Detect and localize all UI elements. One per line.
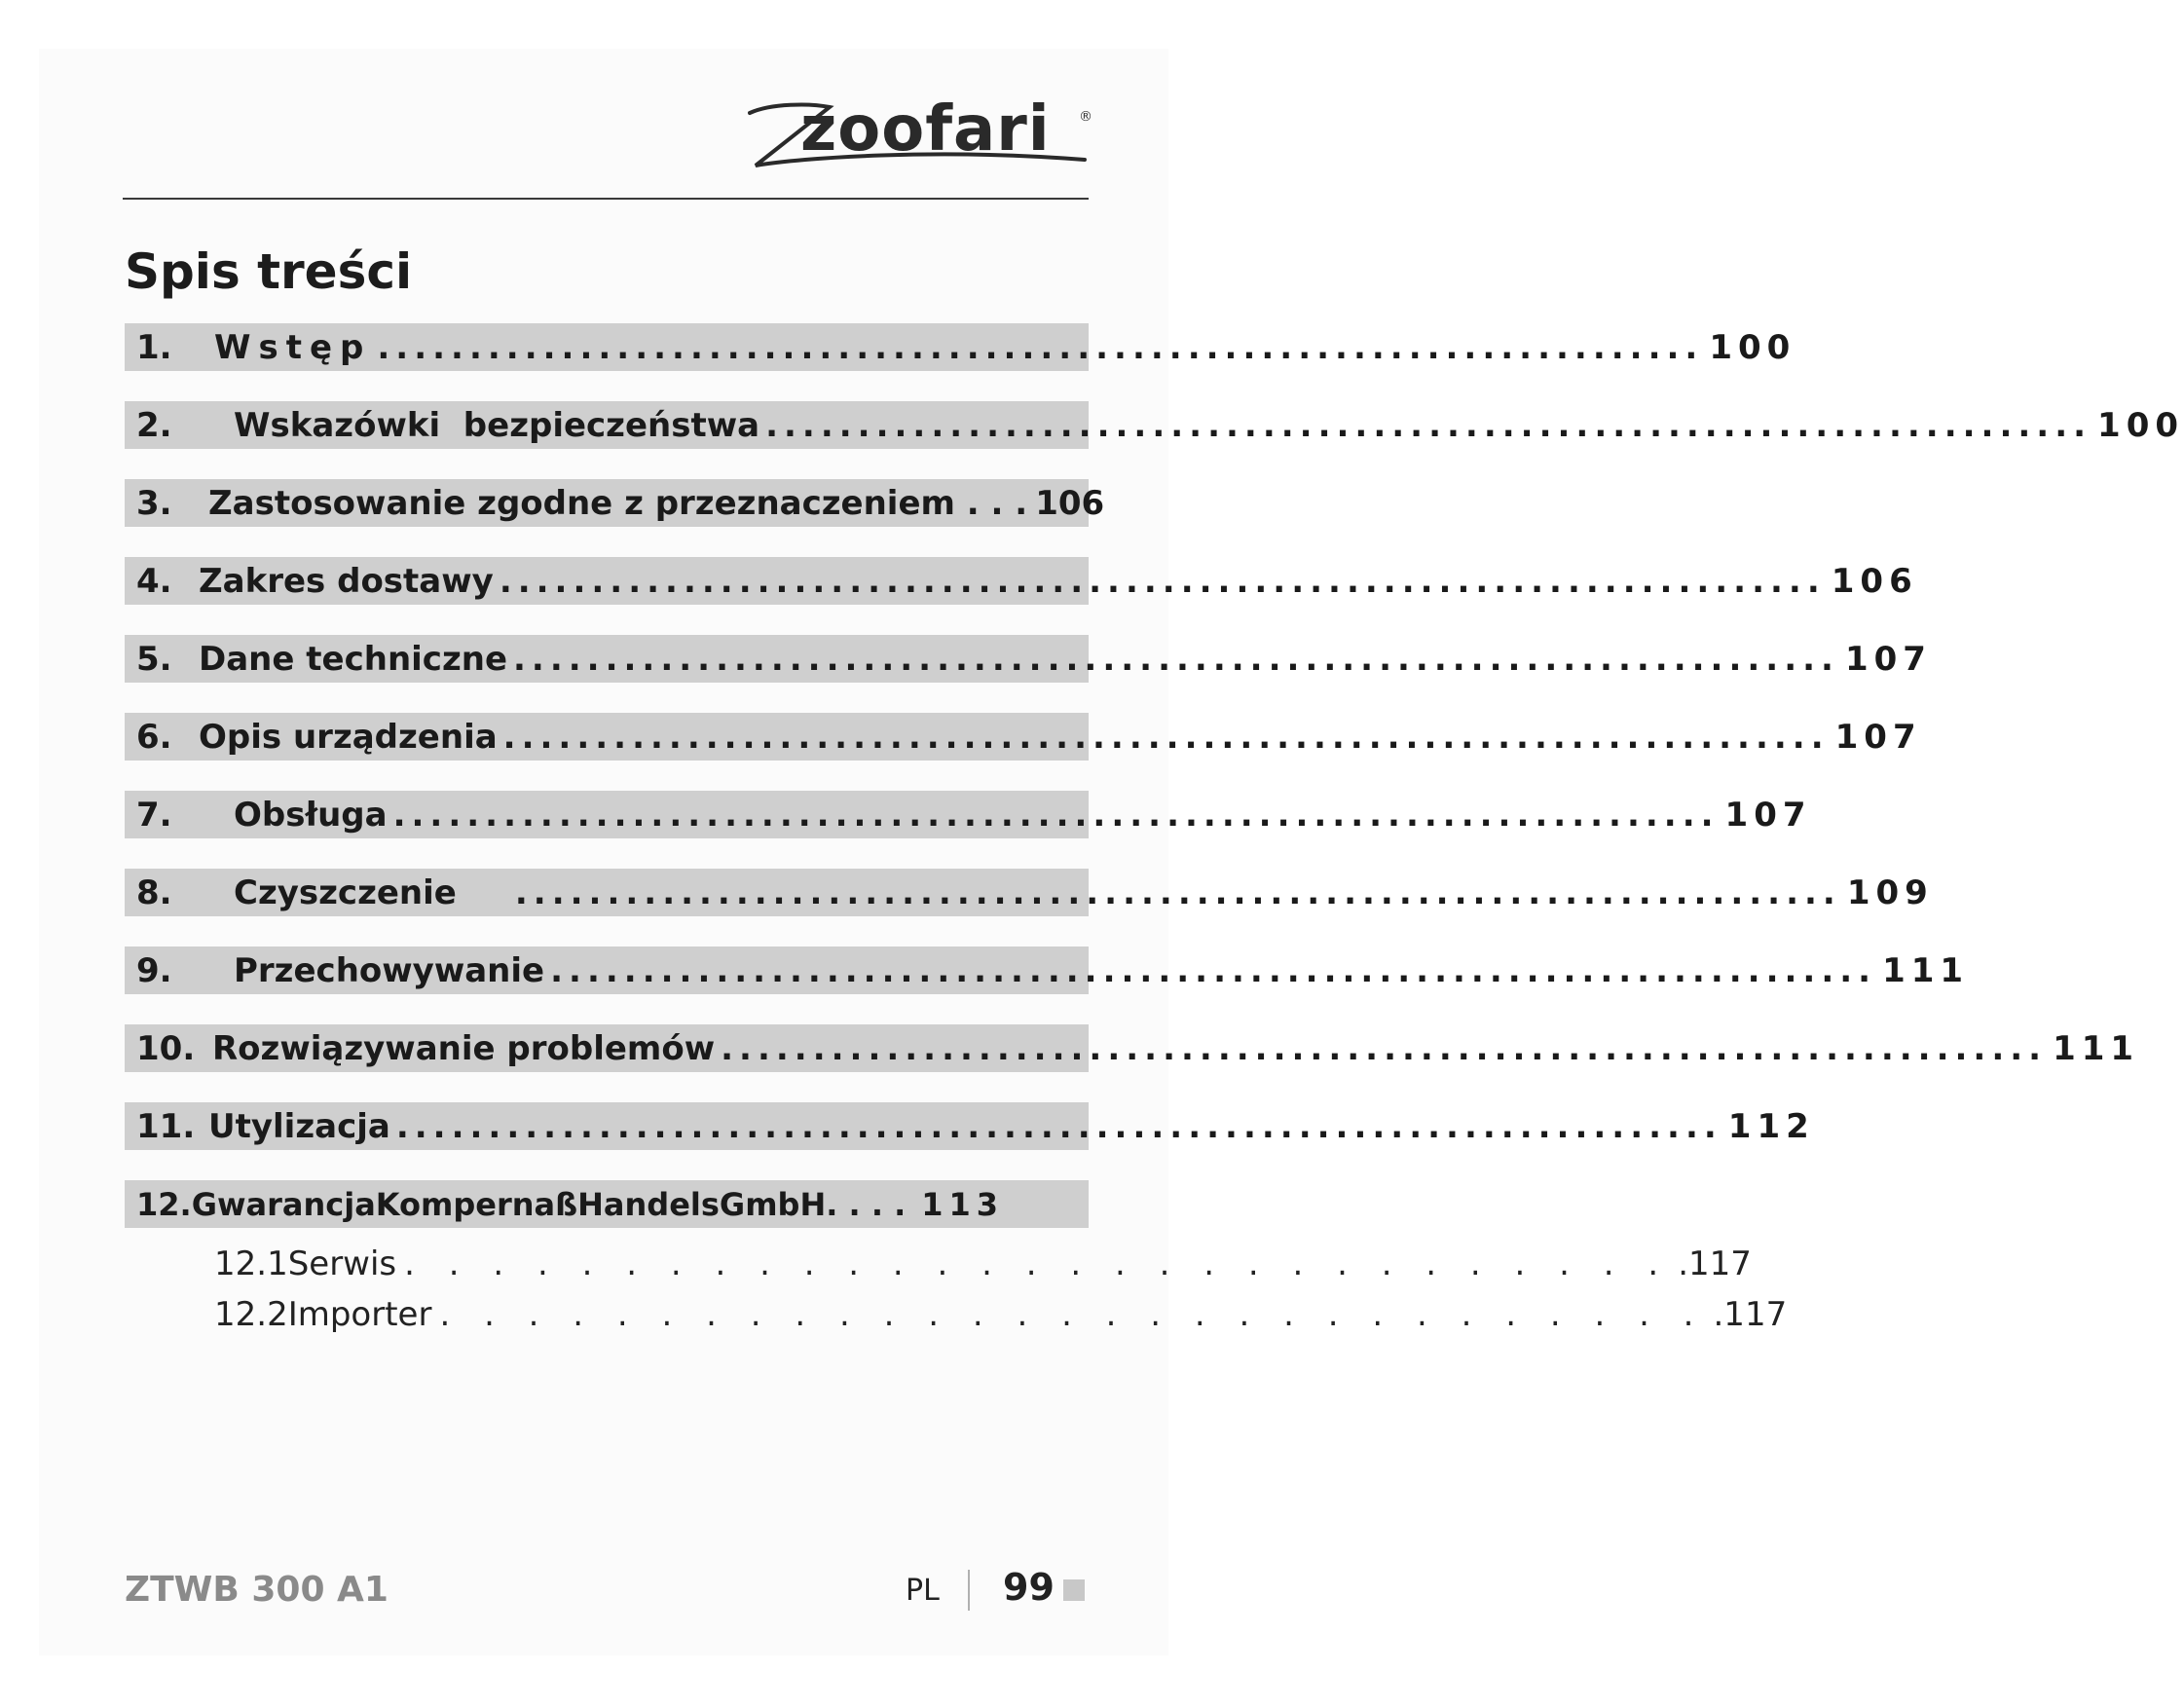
- toc-label: Zastosowanie zgodne z przeznaczeniem . . .: [208, 483, 1028, 523]
- toc-page: 107: [1724, 795, 1812, 835]
- toc-page: 111: [2053, 1028, 2140, 1068]
- toc-label: Wskazówki bezpieczeństwa: [234, 405, 760, 445]
- toc-entry-8[interactable]: [125, 869, 1934, 916]
- toc-number: 6.: [136, 717, 172, 757]
- toc-leader-dots: ........................................................................: [395, 1106, 1722, 1146]
- registered-mark: ®: [1079, 109, 1092, 125]
- footer-square-icon: [1063, 1579, 1085, 1601]
- sub-toc-leader-dots: . . . . . . . . . . . . . . . . . . . . . . . . . . . . .: [404, 1244, 1671, 1283]
- toc-entry-10[interactable]: [125, 1024, 2140, 1072]
- toc-page: 106: [1831, 561, 1918, 601]
- sub-toc-label: Importer: [287, 1295, 432, 1334]
- sub-toc-leader-dots: . . . . . . . . . . . . . . . . . . . . . . . . . . . . .: [439, 1295, 1706, 1334]
- toc-leader-dots: ........................................................................: [721, 1028, 2048, 1068]
- toc-number: 4.: [136, 561, 172, 601]
- toc-entry-2[interactable]: [125, 401, 2184, 449]
- table-of-contents: [125, 323, 2184, 1228]
- toc-page: 100: [2097, 405, 2184, 445]
- toc-number: 7.: [136, 795, 172, 835]
- toc-number: 3.: [136, 483, 172, 523]
- toc-leader-dots: ........................................................................: [392, 795, 1720, 835]
- toc-leader-dots: ........................................................................: [502, 717, 1830, 757]
- footer-page-number: 99: [1003, 1566, 1055, 1609]
- toc-page: 107: [1844, 639, 1932, 679]
- toc-page: 106: [1035, 483, 1105, 523]
- toc-leader-dots: ........................................................................: [499, 561, 1826, 601]
- toc-page: 113: [921, 1185, 1005, 1223]
- footer-model: ZTWB 300 A1: [125, 1570, 389, 1610]
- toc-label: Obsługa: [234, 795, 388, 835]
- sub-toc-number: 12.1: [214, 1244, 288, 1283]
- toc-label: Przechowywanie: [234, 950, 545, 990]
- sub-toc-label: Serwis: [287, 1244, 397, 1283]
- toc-entry-4[interactable]: [125, 557, 1918, 605]
- toc-entry-9[interactable]: [125, 947, 1970, 994]
- toc-leader-dots: ........................................................................: [513, 639, 1839, 679]
- toc-entry-5[interactable]: [125, 635, 1932, 683]
- toc-label: Dane techniczne: [199, 639, 508, 679]
- sub-toc-page: .117: [1713, 1295, 1788, 1334]
- toc-label: GwarancjaKompernaßHandelsGmbH. . . .: [191, 1185, 907, 1223]
- toc-label: Wstęp: [214, 327, 372, 367]
- toc-leader-dots: ........................................................................: [377, 327, 1704, 367]
- logo-text: zoofari: [800, 93, 1051, 166]
- page-title: Spis treści: [125, 243, 413, 300]
- toc-page: 109: [1846, 873, 1934, 912]
- toc-entry-3[interactable]: [125, 479, 1105, 527]
- toc-page: 107: [1834, 717, 1922, 757]
- toc-entry-6[interactable]: [125, 713, 1922, 761]
- footer-divider: [968, 1570, 970, 1611]
- toc-number: 11.: [136, 1106, 196, 1146]
- toc-label: Czyszczenie: [234, 873, 457, 912]
- toc-label: Rozwiązywanie problemów: [212, 1028, 716, 1068]
- toc-number: 2.: [136, 405, 172, 445]
- header-divider: [123, 198, 1089, 200]
- toc-label: Opis urządzenia: [199, 717, 498, 757]
- sub-toc-entry-12-1[interactable]: [214, 1244, 1752, 1295]
- toc-page: 112: [1727, 1106, 1815, 1146]
- toc-number: 9.: [136, 950, 172, 990]
- toc-leader-dots: ........................................................................: [550, 950, 1877, 990]
- toc-page: 100: [1709, 327, 1796, 367]
- toc-number: 12.: [136, 1185, 192, 1223]
- sub-table-of-contents: [214, 1244, 1788, 1346]
- toc-entry-12[interactable]: [125, 1180, 1089, 1228]
- toc-number: 1.: [136, 327, 172, 367]
- toc-page: 111: [1882, 950, 1970, 990]
- toc-label: Utylizacja: [208, 1106, 390, 1146]
- toc-entry-7[interactable]: [125, 791, 1812, 838]
- toc-entry-11[interactable]: [125, 1102, 1815, 1150]
- toc-leader-dots: ........................................................................: [765, 405, 2092, 445]
- zoofari-logo: [742, 90, 1094, 177]
- sub-toc-number: 12.2: [214, 1295, 288, 1334]
- toc-number: 10.: [136, 1028, 196, 1068]
- toc-number: 8.: [136, 873, 172, 912]
- toc-label: Zakres dostawy: [199, 561, 494, 601]
- footer-language: PL: [906, 1574, 940, 1608]
- toc-number: 5.: [136, 639, 172, 679]
- toc-entry-1[interactable]: [125, 323, 1796, 371]
- toc-leader-dots: ........................................................................: [514, 873, 1841, 912]
- sub-toc-page: .117: [1678, 1244, 1752, 1283]
- sub-toc-entry-12-2[interactable]: [214, 1295, 1788, 1346]
